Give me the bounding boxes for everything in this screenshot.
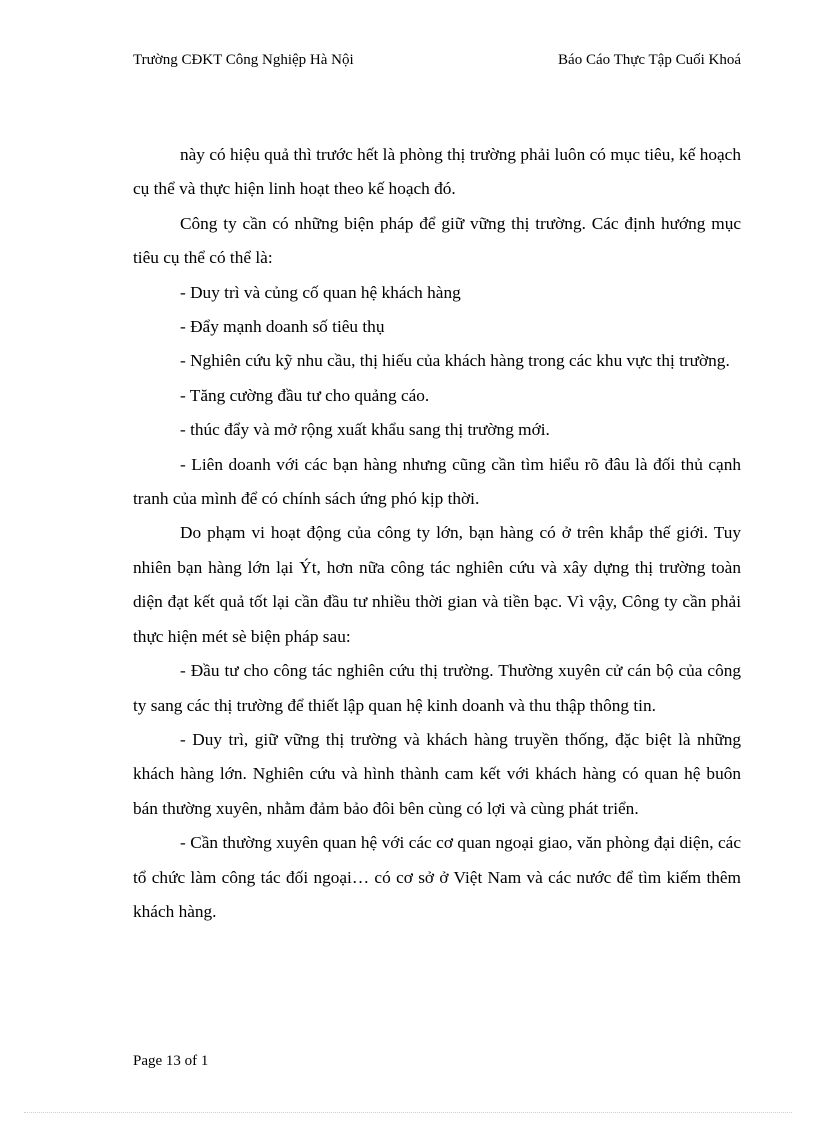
list-item: - Tăng cường đầu tư cho quảng cáo. (180, 385, 430, 405)
header-report-title: Báo Cáo Thực Tập Cuối Khoá (558, 52, 741, 68)
list-item: - Đẩy mạnh doanh số tiêu thụ (180, 317, 385, 337)
paragraph: Công ty cần có những biện pháp để giữ vững thị trường. Các định hướng mục tiêu cụ thể có thể là: (133, 213, 741, 268)
paragraph: này có hiệu quả thì trước hết là phòng thị trường phải luôn có mục tiêu, kế hoạch cụ thể và thực hiện linh hoạt theo kế hoạch đó. (133, 145, 741, 199)
list-item: - Cần thường xuyên quan hệ với các cơ quan ngoại giao, văn phòng đại diện, các tổ chức làm công tác đối ngoại… có cơ sở ở Việt Nam và các nước để tìm kiếm thêm khách hàng. (133, 833, 741, 921)
list-item: - Nghiên cứu kỹ nhu cầu, thị hiếu của khách hàng trong các khu vực thị trường. (180, 351, 730, 371)
header-school-name: Trường CĐKT Công Nghiệp Hà Nội (133, 52, 354, 68)
page-number: Page 13 of 1 (133, 1053, 209, 1069)
paragraph: Do phạm vi hoạt động của công ty lớn, bạn hàng có ở trên khắp thế giới. Tuy nhiên bạn hàng lớn lại Ýt, hơn nữa công tác nghiên cứu và xây dựng thị trường toàn diện đạt kết quả tốt lại cần đầu tư nhiều thời gian và tiền bạc. Vì vậy, Công ty cần phải thực hiện mét sè biện pháp sau: (133, 523, 741, 646)
list-item: - Duy trì, giữ vững thị trường và khách hàng truyền thống, đặc biệt là những khách hàng lớn. Nghiên cứu và hình thành cam kết với khách hàng có quan hệ buôn bán thường xuyên, nhằm đảm bảo đôi bên cùng có lợi và cùng phát triển. (133, 729, 741, 818)
page-header (133, 52, 741, 74)
list-item: - Liên doanh với các bạn hàng nhưng cũng cần tìm hiểu rõ đâu là đối thủ cạnh tranh của mình để có chính sách ứng phó kịp thời. (133, 454, 741, 509)
list-item: - Duy trì và củng cố quan hệ khách hàng (180, 282, 461, 302)
document-body (133, 138, 741, 929)
list-item: - thúc đẩy và mở rộng xuất khẩu sang thị trường mới. (180, 420, 550, 440)
list-item: - Đầu tư cho công tác nghiên cứu thị trường. Thường xuyên cử cán bộ của công ty sang các thị trường để thiết lập quan hệ kinh doanh và thu thập thông tin. (133, 661, 741, 715)
page-bottom-divider (24, 1112, 792, 1113)
